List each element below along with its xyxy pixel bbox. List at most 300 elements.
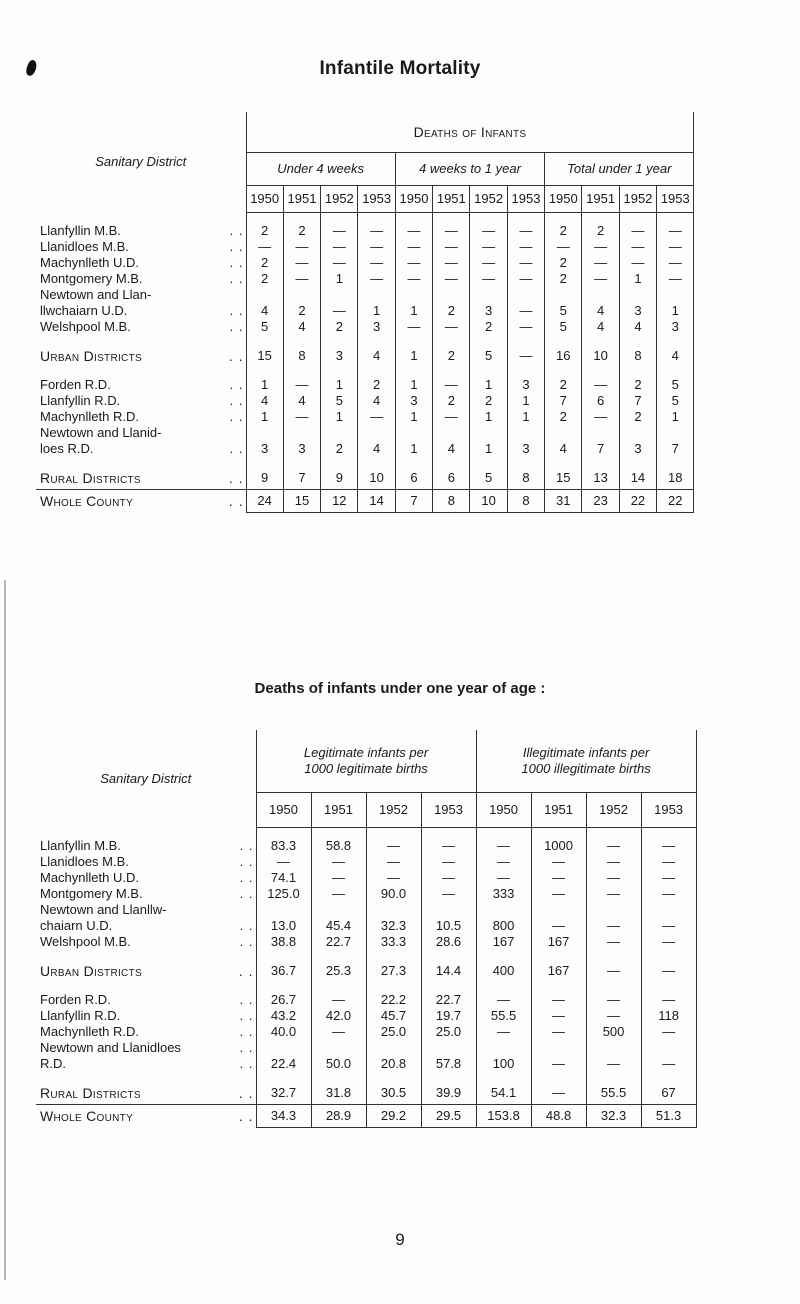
value-cell: 8 xyxy=(507,467,544,490)
year-header: 1953 xyxy=(507,186,544,213)
spacer-cell xyxy=(321,213,358,224)
value-cell: 34.3 xyxy=(256,1105,311,1128)
spacer-cell xyxy=(36,213,246,224)
year-header: 1950 xyxy=(476,793,531,828)
spacer-cell xyxy=(366,828,421,839)
value-cell xyxy=(256,902,311,918)
value-cell: 2 xyxy=(433,345,470,367)
value-cell: 16 xyxy=(545,345,582,367)
value-cell: — xyxy=(421,838,476,854)
value-cell: — xyxy=(586,870,641,886)
rural-total-row xyxy=(36,467,694,490)
value-cell xyxy=(366,1040,421,1056)
leader-dots: . . xyxy=(229,223,244,238)
value-cell: 55.5 xyxy=(586,1082,641,1105)
value-cell: 22 xyxy=(619,490,656,513)
value-cell: 1 xyxy=(395,377,432,393)
spacer-cell xyxy=(311,828,366,839)
county-total-row xyxy=(36,490,694,513)
value-cell: 2 xyxy=(545,377,582,393)
value-cell: — xyxy=(586,1056,641,1072)
value-cell: — xyxy=(283,239,320,255)
value-cell: 2 xyxy=(619,377,656,393)
value-cell: — xyxy=(476,1024,531,1040)
spacer-cell xyxy=(366,950,421,960)
value-cell: — xyxy=(531,992,586,1008)
value-cell: 20.8 xyxy=(366,1056,421,1072)
value-cell: 10.5 xyxy=(421,918,476,934)
spacer-cell xyxy=(657,213,694,224)
value-cell: 57.8 xyxy=(421,1056,476,1072)
value-cell: — xyxy=(619,255,656,271)
spacer-cell xyxy=(36,828,256,839)
value-cell: 8 xyxy=(433,490,470,513)
year-header: 1952 xyxy=(321,186,358,213)
spacer-cell xyxy=(395,457,432,467)
year-header: 1953 xyxy=(657,186,694,213)
value-cell: — xyxy=(619,223,656,239)
year-header: 1951 xyxy=(433,186,470,213)
page-title: Infantile Mortality xyxy=(319,58,481,79)
value-cell: — xyxy=(531,1008,586,1024)
leader-dots: . . xyxy=(239,1024,254,1039)
value-cell: 7 xyxy=(545,393,582,409)
value-cell: — xyxy=(507,345,544,367)
value-cell: 22.7 xyxy=(421,992,476,1008)
illegitimate-header xyxy=(476,730,696,793)
value-cell: 4 xyxy=(545,441,582,457)
value-cell: — xyxy=(321,303,358,319)
value-cell: 40.0 xyxy=(256,1024,311,1040)
value-cell xyxy=(283,425,320,441)
legitimate-header-line1: Legitimate infants per xyxy=(303,745,429,760)
value-cell: — xyxy=(283,409,320,425)
table-row xyxy=(36,854,696,870)
value-cell: 22 xyxy=(657,490,694,513)
spacer-cell xyxy=(358,213,395,224)
value-cell: — xyxy=(586,992,641,1008)
value-cell: 100 xyxy=(476,1056,531,1072)
value-cell: 42.0 xyxy=(311,1008,366,1024)
value-cell: — xyxy=(366,854,421,870)
value-cell: — xyxy=(582,377,619,393)
value-cell: 51.3 xyxy=(641,1105,696,1128)
value-cell: — xyxy=(507,303,544,319)
value-cell: 6 xyxy=(395,467,432,490)
value-cell xyxy=(586,902,641,918)
spacer-cell xyxy=(36,950,256,960)
value-cell: — xyxy=(421,870,476,886)
value-cell: — xyxy=(641,838,696,854)
value-cell: 333 xyxy=(476,886,531,902)
value-cell: 19.7 xyxy=(421,1008,476,1024)
spacer-cell xyxy=(582,213,619,224)
value-cell: 2 xyxy=(619,409,656,425)
leader-dots: . . xyxy=(229,319,244,334)
year-header: 1950 xyxy=(545,186,582,213)
spacer-cell xyxy=(641,950,696,960)
value-cell: 2 xyxy=(545,255,582,271)
spacer-cell xyxy=(256,950,311,960)
spacer-cell xyxy=(421,1072,476,1082)
spacer-cell xyxy=(531,828,586,839)
spacer-cell xyxy=(641,1072,696,1082)
value-cell: 4 xyxy=(358,345,395,367)
table-row xyxy=(36,934,696,950)
spacer-cell xyxy=(283,457,320,467)
table-row xyxy=(36,239,694,255)
value-cell xyxy=(421,1040,476,1056)
spacer-cell xyxy=(545,335,582,345)
value-cell: 5 xyxy=(545,319,582,335)
value-cell: — xyxy=(433,223,470,239)
value-cell xyxy=(358,287,395,303)
value-cell: — xyxy=(507,319,544,335)
value-cell: 29.2 xyxy=(366,1105,421,1128)
table-row xyxy=(36,271,694,287)
legitimate-header xyxy=(256,730,476,793)
value-cell: 9 xyxy=(321,467,358,490)
value-cell: 3 xyxy=(619,303,656,319)
leader-dots: . . xyxy=(229,377,244,392)
value-cell: 3 xyxy=(619,441,656,457)
leader-dots: . . xyxy=(239,1056,254,1071)
value-cell: — xyxy=(283,377,320,393)
value-cell: 153.8 xyxy=(476,1105,531,1128)
value-cell: 1 xyxy=(321,377,358,393)
value-cell: 54.1 xyxy=(476,1082,531,1105)
table-row xyxy=(36,838,696,854)
spacer-cell xyxy=(619,367,656,377)
value-cell: 3 xyxy=(246,441,283,457)
leader-dots: . . xyxy=(228,493,244,510)
value-cell: — xyxy=(507,239,544,255)
value-cell: 400 xyxy=(476,960,531,982)
district-name: chaiarn U.D. . . xyxy=(40,918,254,933)
value-cell: — xyxy=(358,271,395,287)
spacer-row xyxy=(36,828,696,839)
value-cell: 2 xyxy=(246,271,283,287)
illegitimate-header-line1: Illegitimate infants per xyxy=(522,745,650,760)
value-cell: — xyxy=(433,255,470,271)
value-cell: 15 xyxy=(246,345,283,367)
table-row xyxy=(36,886,696,902)
year-header: 1952 xyxy=(619,186,656,213)
spacer-cell xyxy=(246,213,283,224)
value-cell: — xyxy=(433,271,470,287)
spacer-cell xyxy=(470,457,507,467)
district-name: Llanfyllin R.D. . . xyxy=(40,1008,254,1023)
value-cell: 1 xyxy=(395,409,432,425)
value-cell: 3 xyxy=(470,303,507,319)
value-cell: — xyxy=(586,918,641,934)
value-cell: 1 xyxy=(470,377,507,393)
value-cell xyxy=(582,425,619,441)
spacer-cell xyxy=(470,367,507,377)
value-cell xyxy=(657,287,694,303)
spacer-row xyxy=(36,950,696,960)
value-cell: — xyxy=(470,255,507,271)
spacer-cell xyxy=(421,950,476,960)
spacer-cell xyxy=(657,457,694,467)
spacer-cell xyxy=(657,367,694,377)
value-cell: 7 xyxy=(283,467,320,490)
value-cell: — xyxy=(531,1024,586,1040)
total-under-1-year-header: Total under 1 year xyxy=(545,153,694,186)
value-cell xyxy=(358,425,395,441)
value-cell: — xyxy=(586,934,641,950)
value-cell: — xyxy=(641,918,696,934)
value-cell: 7 xyxy=(619,393,656,409)
value-cell: — xyxy=(421,854,476,870)
spacer-cell xyxy=(507,367,544,377)
value-cell: — xyxy=(641,870,696,886)
value-cell: 1 xyxy=(395,303,432,319)
spacer-row xyxy=(36,213,694,224)
value-cell: 1 xyxy=(619,271,656,287)
district-header: Sanitary District xyxy=(95,154,187,170)
table-row xyxy=(36,992,696,1008)
value-cell: 2 xyxy=(470,319,507,335)
year-header: 1952 xyxy=(470,186,507,213)
value-cell: — xyxy=(641,1056,696,1072)
4-weeks-to-1-year-header: 4 weeks to 1 year xyxy=(395,153,544,186)
value-cell: 2 xyxy=(283,223,320,239)
value-cell: 2 xyxy=(545,223,582,239)
spacer-cell xyxy=(358,335,395,345)
value-cell xyxy=(531,1040,586,1056)
spacer-cell xyxy=(358,367,395,377)
value-cell: — xyxy=(395,223,432,239)
value-cell xyxy=(641,902,696,918)
value-cell: 13.0 xyxy=(256,918,311,934)
value-cell: 15 xyxy=(283,490,320,513)
value-cell: 1 xyxy=(321,409,358,425)
value-cell: 10 xyxy=(470,490,507,513)
urban-total-row xyxy=(36,345,694,367)
value-cell xyxy=(311,1040,366,1056)
table-row xyxy=(36,377,694,393)
value-cell: 10 xyxy=(582,345,619,367)
table-row xyxy=(36,1024,696,1040)
spacer-cell xyxy=(321,457,358,467)
value-cell: 2 xyxy=(582,223,619,239)
value-cell: 1 xyxy=(470,409,507,425)
leader-dots: . . xyxy=(229,271,244,286)
value-cell: — xyxy=(507,271,544,287)
district-name: Machynlleth U.D. . . xyxy=(40,870,254,885)
deaths-of-infants-header: Deaths of Infants xyxy=(246,112,694,153)
value-cell: — xyxy=(586,886,641,902)
spacer-row xyxy=(36,335,694,345)
value-cell: 1 xyxy=(657,409,694,425)
district-name: Welshpool M.B. . . xyxy=(40,934,254,949)
spacer-cell xyxy=(470,335,507,345)
district-name: Machynlleth R.D. . . xyxy=(40,409,244,424)
value-cell: — xyxy=(641,960,696,982)
rural-total-row xyxy=(36,1082,696,1105)
value-cell: — xyxy=(476,992,531,1008)
value-cell: — xyxy=(283,271,320,287)
value-cell: 1 xyxy=(657,303,694,319)
table-row xyxy=(36,255,694,271)
table-row xyxy=(36,1040,696,1056)
district-header-2: Sanitary District xyxy=(100,770,192,786)
spacer-row xyxy=(36,1072,696,1082)
spacer-cell xyxy=(582,367,619,377)
value-cell: 38.8 xyxy=(256,934,311,950)
year-header: 1953 xyxy=(358,186,395,213)
value-cell: — xyxy=(470,271,507,287)
spacer-cell xyxy=(311,1072,366,1082)
value-cell xyxy=(311,902,366,918)
value-cell: 4 xyxy=(358,393,395,409)
district-name: Newtown and Llan- xyxy=(40,287,152,302)
value-cell: — xyxy=(641,934,696,950)
value-cell: — xyxy=(586,854,641,870)
district-name: Newtown and Llanllw- xyxy=(40,902,167,917)
value-cell: 23 xyxy=(582,490,619,513)
spacer-cell xyxy=(433,367,470,377)
spacer-cell xyxy=(545,213,582,224)
value-cell xyxy=(531,902,586,918)
value-cell: 5 xyxy=(545,303,582,319)
value-cell: 6 xyxy=(433,467,470,490)
leader-dots: . . xyxy=(238,1085,254,1101)
value-cell xyxy=(619,287,656,303)
value-cell: 2 xyxy=(321,441,358,457)
spacer-cell xyxy=(507,457,544,467)
value-cell: — xyxy=(366,870,421,886)
spacer-cell xyxy=(246,457,283,467)
year-header: 1953 xyxy=(641,793,696,828)
table-row xyxy=(36,918,696,934)
spacer-cell xyxy=(256,982,311,992)
value-cell: 67 xyxy=(641,1082,696,1105)
value-cell: — xyxy=(433,239,470,255)
value-cell xyxy=(619,425,656,441)
value-cell: 58.8 xyxy=(311,838,366,854)
value-cell: — xyxy=(321,255,358,271)
value-cell: 1 xyxy=(395,345,432,367)
year-header: 1953 xyxy=(421,793,476,828)
value-cell: 45.7 xyxy=(366,1008,421,1024)
spacer-cell xyxy=(395,367,432,377)
leader-dots: . . xyxy=(229,255,244,270)
spacer-cell xyxy=(246,367,283,377)
value-cell: — xyxy=(657,271,694,287)
value-cell xyxy=(545,425,582,441)
value-cell: — xyxy=(433,409,470,425)
infant-deaths-table xyxy=(36,112,694,513)
value-cell: — xyxy=(586,960,641,982)
leader-dots: . . xyxy=(239,934,254,949)
year-header: 1952 xyxy=(586,793,641,828)
table-row xyxy=(36,319,694,335)
leader-dots: . . xyxy=(228,348,244,364)
value-cell: 5 xyxy=(321,393,358,409)
value-cell xyxy=(476,902,531,918)
infant-death-rates-table xyxy=(36,730,697,1128)
value-cell: 2 xyxy=(358,377,395,393)
district-name: Llanfyllin R.D. . . xyxy=(40,393,244,408)
district-name: Rural Districts . . xyxy=(40,1085,254,1101)
value-cell xyxy=(421,902,476,918)
spacer-cell xyxy=(545,367,582,377)
value-cell: 22.7 xyxy=(311,934,366,950)
value-cell: 15 xyxy=(545,467,582,490)
value-cell: 6 xyxy=(582,393,619,409)
value-cell: 1 xyxy=(507,409,544,425)
value-cell: — xyxy=(311,886,366,902)
district-name: llwchaiarn U.D. . . xyxy=(40,303,244,318)
page-number: 9 xyxy=(395,1230,405,1249)
value-cell: — xyxy=(433,319,470,335)
value-cell: — xyxy=(641,854,696,870)
leader-dots: . . xyxy=(228,470,244,486)
value-cell xyxy=(586,1040,641,1056)
value-cell: 3 xyxy=(321,345,358,367)
district-name: Llanidloes M.B. . . xyxy=(40,854,254,869)
value-cell: 18 xyxy=(657,467,694,490)
spacer-cell xyxy=(283,213,320,224)
district-name: Forden R.D. . . xyxy=(40,377,244,392)
spacer-cell xyxy=(433,213,470,224)
year-header: 1950 xyxy=(256,793,311,828)
value-cell xyxy=(657,425,694,441)
value-cell: 32.3 xyxy=(586,1105,641,1128)
value-cell: 2 xyxy=(246,255,283,271)
value-cell xyxy=(476,1040,531,1056)
table-row xyxy=(36,1056,696,1072)
value-cell: 27.3 xyxy=(366,960,421,982)
district-name: Whole County . . xyxy=(36,490,246,513)
table-row xyxy=(36,902,696,918)
spacer-cell xyxy=(421,828,476,839)
spacer-cell xyxy=(619,335,656,345)
value-cell: — xyxy=(582,409,619,425)
value-cell: — xyxy=(582,239,619,255)
value-cell: 7 xyxy=(395,490,432,513)
year-header: 1951 xyxy=(311,793,366,828)
value-cell: 24 xyxy=(246,490,283,513)
value-cell xyxy=(545,287,582,303)
spacer-cell xyxy=(641,982,696,992)
spacer-cell xyxy=(476,982,531,992)
spacer-cell xyxy=(531,950,586,960)
leader-dots: . . xyxy=(229,409,244,424)
value-cell: 1 xyxy=(395,441,432,457)
value-cell xyxy=(321,287,358,303)
value-cell: 14 xyxy=(619,467,656,490)
value-cell xyxy=(641,1040,696,1056)
spacer-cell xyxy=(582,457,619,467)
spacer-cell xyxy=(586,950,641,960)
value-cell xyxy=(507,287,544,303)
value-cell: 28.9 xyxy=(311,1105,366,1128)
leader-dots: . . xyxy=(229,239,244,254)
leader-dots: . . xyxy=(229,393,244,408)
value-cell: 800 xyxy=(476,918,531,934)
spacer-cell xyxy=(321,367,358,377)
value-cell: 4 xyxy=(246,303,283,319)
value-cell: 3 xyxy=(507,377,544,393)
value-cell: 29.5 xyxy=(421,1105,476,1128)
value-cell: — xyxy=(545,239,582,255)
value-cell xyxy=(433,287,470,303)
spacer-row xyxy=(36,457,694,467)
value-cell: 7 xyxy=(657,441,694,457)
